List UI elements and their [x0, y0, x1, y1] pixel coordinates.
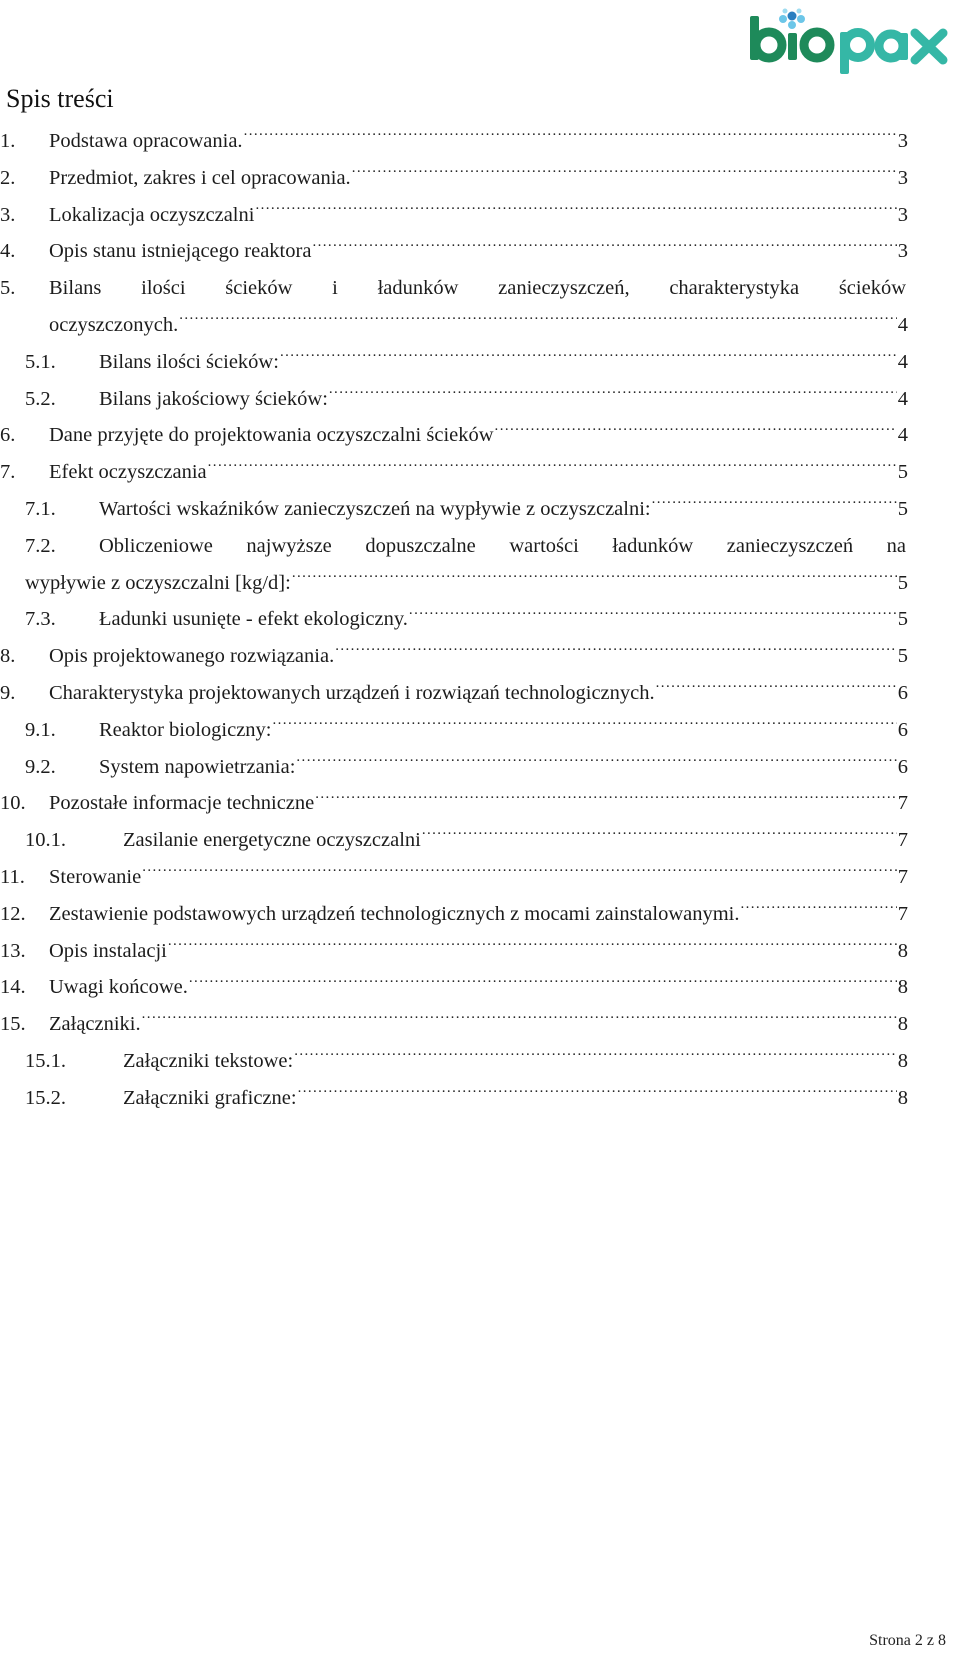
- toc-entry-title: Opis projektowanego rozwiązania.: [49, 645, 335, 668]
- toc-entry-number: 1.: [0, 130, 16, 152]
- dot-leader: [142, 1010, 897, 1030]
- toc-entry[interactable]: [0, 749, 958, 786]
- toc-entry[interactable]: [0, 896, 958, 933]
- dot-leader: [189, 973, 897, 993]
- dot-leader: [179, 311, 897, 331]
- toc-entry[interactable]: [0, 197, 958, 234]
- toc-entry[interactable]: [0, 344, 958, 381]
- toc-entry-page: 3: [897, 203, 908, 226]
- toc-entry-page: 4: [897, 387, 908, 410]
- toc-entry-number: 9.2.: [25, 755, 56, 778]
- toc-entry-title: Dane przyjęte do projektowania oczyszczalni ścieków: [49, 424, 494, 447]
- toc-entry-number: 10.: [0, 792, 26, 815]
- toc-entry[interactable]: [0, 822, 958, 859]
- toc-entry-number: 6.: [0, 424, 16, 447]
- toc-entry-number: 10.1.: [25, 829, 66, 852]
- biopax-logo: [750, 2, 960, 82]
- toc-entry-title: Załączniki graficzne:: [123, 1086, 297, 1109]
- toc-entry-title-continued: oczyszczonych.: [49, 313, 179, 336]
- toc-entry[interactable]: [0, 454, 958, 491]
- toc-entry-title: Opis stanu istniejącego reaktora: [49, 240, 312, 263]
- toc-entry-title: Lokalizacja oczyszczalni: [49, 203, 255, 226]
- toc-entry-number: 15.: [0, 1013, 26, 1036]
- toc-entry-page: 8: [897, 939, 908, 962]
- dot-leader: [292, 569, 897, 589]
- toc-entry-number: 11.: [0, 865, 25, 888]
- dot-leader: [656, 679, 897, 699]
- toc-entry-page: 7: [897, 902, 908, 925]
- toc-entry-page: 4: [897, 313, 908, 336]
- toc-entry-page: 8: [897, 976, 908, 999]
- dot-leader: [740, 900, 896, 920]
- toc-entry-title: Charakterystyka projektowanych urządzeń i rozwiązań technologicznych.: [49, 681, 655, 704]
- toc-entry-title: Zestawienie podstawowych urządzeń technologicznych z mocami zainstalowanymi.: [49, 902, 740, 925]
- dot-leader: [208, 458, 897, 478]
- toc-entry-title: Bilans ilości ścieków:: [99, 350, 279, 373]
- toc-entry-title: Efekt oczyszczania: [49, 461, 207, 484]
- toc-entry-number: 8.: [0, 645, 16, 668]
- dot-leader: [335, 642, 897, 662]
- toc-entry-page: 3: [897, 166, 908, 189]
- toc-entry-title: Zasilanie energetyczne oczyszczalni: [123, 829, 421, 852]
- toc-entry[interactable]: [0, 675, 958, 712]
- toc-entry-title-continued: wypływie z oczyszczalni [kg/d]:: [25, 571, 291, 594]
- toc-entry-page: 5: [897, 608, 908, 631]
- dot-leader: [352, 164, 897, 184]
- toc-entry-title: Przedmiot, zakres i cel opracowania.: [49, 166, 351, 189]
- dot-leader: [329, 385, 897, 405]
- toc-entry-number: 7.3.: [25, 608, 56, 631]
- toc-entry-page: 5: [897, 461, 908, 484]
- toc-entry-number: 7.: [0, 461, 16, 484]
- toc-entry[interactable]: [0, 491, 958, 528]
- toc-entry-page: 7: [897, 865, 908, 888]
- toc-entry-page: 7: [897, 792, 908, 815]
- toc-entry-page: 5: [897, 571, 908, 594]
- toc-entry-title: Pozostałe informacje techniczne: [49, 792, 315, 815]
- toc-entry-number: 5.2.: [25, 387, 56, 410]
- dot-leader: [652, 495, 897, 515]
- toc-entry-page: 8: [897, 1013, 908, 1036]
- toc-entry-number: 7.2.: [25, 534, 56, 557]
- toc-title: Spis treści: [6, 84, 114, 113]
- toc-entry[interactable]: [0, 233, 958, 270]
- toc-entry[interactable]: [0, 123, 958, 160]
- toc-entry[interactable]: [0, 381, 958, 418]
- toc-entry[interactable]: [0, 712, 958, 749]
- toc-entry-number: 4.: [0, 240, 16, 263]
- toc-entry-title: Obliczeniowe najwyższe dopuszczalne wartości ładunków zanieczyszczeń na: [99, 534, 906, 557]
- toc-entry[interactable]: [0, 528, 958, 602]
- toc-entry-number: 12.: [0, 902, 26, 925]
- toc-entry-page: 6: [897, 755, 908, 778]
- toc-entry-title: Załączniki.: [49, 1013, 141, 1036]
- toc-entry-title: System napowietrzania:: [99, 755, 296, 778]
- toc-entry-title: Wartości wskaźników zanieczyszczeń na wypływie z oczyszczalni:: [99, 497, 651, 520]
- toc-entry-page: 3: [897, 240, 908, 263]
- toc-entry-title: Bilans jakościowy ścieków:: [99, 387, 328, 410]
- toc-entry-title: Załączniki tekstowe:: [123, 1049, 294, 1072]
- toc-entry-page: 5: [897, 497, 908, 520]
- toc-entry-title: Bilans ilości ścieków i ładunków zanieczyszczeń, charakterystyka ścieków: [49, 277, 906, 300]
- dot-leader: [296, 753, 896, 773]
- toc-entry[interactable]: [0, 1043, 958, 1080]
- dot-leader: [422, 826, 897, 846]
- toc-entry[interactable]: [0, 1006, 958, 1043]
- dot-leader: [280, 348, 897, 368]
- toc-entry-number: 9.1.: [25, 718, 56, 741]
- toc-entry-title: Reaktor biologiczny:: [99, 718, 272, 741]
- dot-leader: [294, 1047, 897, 1067]
- toc-entry-number: 3.: [0, 203, 16, 226]
- toc-entry-number: 14.: [0, 976, 26, 999]
- toc-entry-number: 5.: [0, 277, 16, 300]
- toc-entry[interactable]: [0, 969, 958, 1006]
- toc-entry-number: 2.: [0, 166, 16, 189]
- toc-entry-title: Uwagi końcowe.: [49, 976, 188, 999]
- toc-entry-page: 4: [897, 350, 908, 373]
- toc-entry-page: 8: [897, 1049, 908, 1072]
- table-of-contents: [0, 123, 958, 1117]
- toc-entry-number: 9.: [0, 681, 16, 704]
- dot-leader: [142, 863, 897, 883]
- toc-entry-title: Sterowanie: [49, 865, 142, 888]
- toc-entry[interactable]: [0, 785, 958, 822]
- toc-entry-title: Ładunki usunięte - efekt ekologiczny.: [99, 608, 408, 631]
- toc-entry-page: 6: [897, 681, 908, 704]
- dot-leader: [168, 937, 897, 957]
- dot-leader: [315, 789, 897, 809]
- toc-entry-page: 8: [897, 1086, 908, 1109]
- toc-entry[interactable]: [0, 601, 958, 638]
- toc-entry-number: 5.1.: [25, 350, 56, 373]
- toc-entry-number: 7.1.: [25, 497, 56, 520]
- dot-leader: [273, 716, 897, 736]
- toc-entry[interactable]: [0, 638, 958, 675]
- toc-entry[interactable]: [0, 1080, 958, 1117]
- dot-leader: [244, 127, 897, 147]
- dot-leader: [495, 421, 897, 441]
- toc-entry[interactable]: [0, 859, 958, 896]
- toc-entry[interactable]: [0, 160, 958, 197]
- toc-entry[interactable]: [0, 417, 958, 454]
- toc-entry-page: 3: [897, 130, 908, 152]
- toc-entry-number: 15.1.: [25, 1049, 66, 1072]
- toc-entry-title: Podstawa opracowania.: [49, 130, 243, 152]
- toc-entry-number: 13.: [0, 939, 26, 962]
- toc-entry-number: 15.2.: [25, 1086, 66, 1109]
- dot-leader: [409, 605, 897, 625]
- page-footer: Strona 2 z 8: [869, 1632, 946, 1649]
- dot-leader: [298, 1084, 897, 1104]
- toc-entry[interactable]: [0, 270, 958, 344]
- toc-entry-page: 5: [897, 645, 908, 668]
- toc-entry-page: 6: [897, 718, 908, 741]
- toc-entry-page: 7: [897, 829, 908, 852]
- dot-leader: [312, 237, 896, 257]
- toc-entry-page: 4: [897, 424, 908, 447]
- toc-entry[interactable]: [0, 933, 958, 970]
- dot-leader: [255, 201, 896, 221]
- toc-entry-title: Opis instalacji: [49, 939, 167, 962]
